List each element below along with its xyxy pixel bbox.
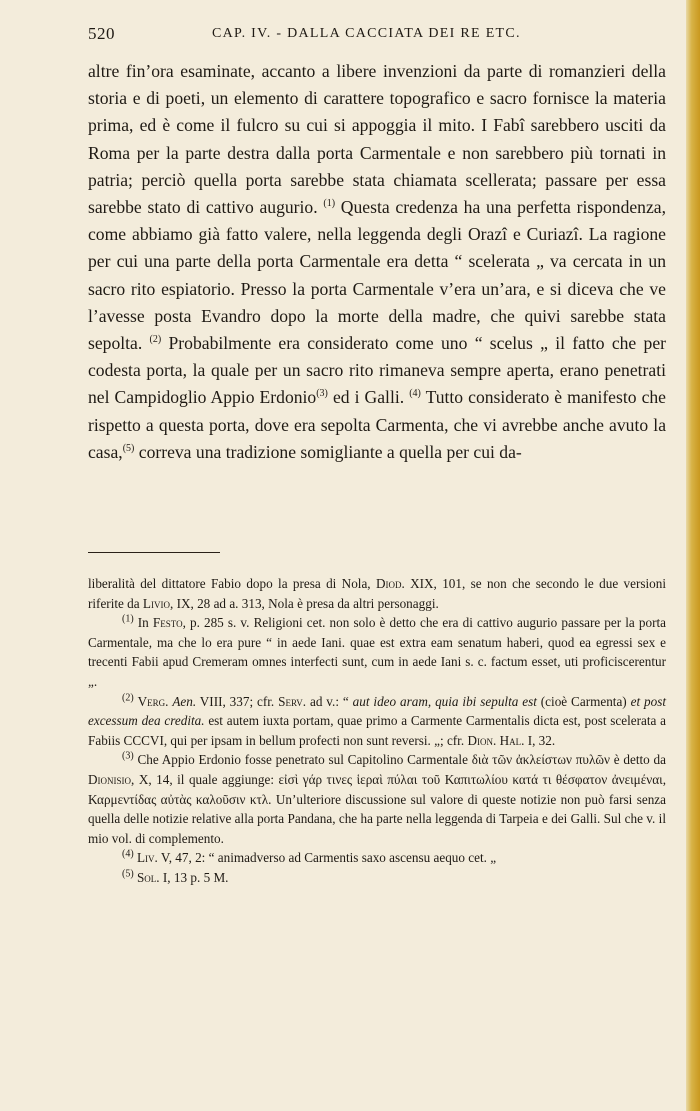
footnote-text: VIII, 337; cfr. <box>196 693 279 709</box>
footnote-5 <box>88 868 666 888</box>
work-title: Aen. <box>172 693 197 709</box>
footnote-text: est autem iuxta portam, quae primo a Carmente Carmentalis dicta est, post scelerata a Fabiis CCCVI, qui per ipsam in bellum profecti non sunt reversi. „; cfr. <box>88 713 666 748</box>
footnote-text: I, 13 p. 5 M. <box>159 869 229 885</box>
footnote-1 <box>88 613 666 691</box>
quoted-text: aut ideo aram, quia ibi sepulta est <box>352 693 537 709</box>
footnote-3 <box>88 750 666 848</box>
footnote-ref: (2) <box>149 334 162 346</box>
footnote-mark: (5) <box>122 868 134 880</box>
footnote-text: ad v.: “ <box>306 693 353 709</box>
footnote-text: , IX, 28 ad a. 313, Nola è presa da altri personaggi. <box>169 595 439 611</box>
body-text: altre fin’ora esaminate, accanto a libere invenzioni da parte di romanzieri della storia e di poeti, un elemento di carattere topografico e sacro fornisce la materia prima, ed è come il fulcro su cui si appoggia il mito. I Fabî sarebbero usciti da Roma per la parte destra dalla porta Carmentale e non sarebbero più tornati in patria; perciò quella porta sarebbe stata chiamata scellerata; passare per essa sarebbe stato di cattivo augurio. <box>88 61 666 218</box>
footnote-text: XIX, 101, se non che secondo le due versioni riferite da <box>88 576 666 611</box>
footnote-ref: (3) <box>316 388 328 400</box>
footnote-mark: (4) <box>122 848 134 860</box>
page-header <box>88 24 688 48</box>
quoted-text: et post excessum dea credita. <box>88 693 667 729</box>
footnote-text: , p. 285 s. v. Religioni cet. non solo è detto che era di cattivo augurio passare per la porta Carmentale, ma che lo era pure “ in aede Iani. quae est extra eam senatum haberi, quod ea egressi sex e trecenti Fabii apud Cremeram omnes interfecti sunt, cum in aede Iani s. c. factum esset, uti proficiscerentur „. <box>88 615 666 689</box>
footnote-2 <box>88 692 666 751</box>
footnotes <box>88 574 666 888</box>
author-name: Liv. <box>136 850 158 866</box>
footnote-mark: (3) <box>122 750 134 762</box>
author-name: Diod. <box>375 576 405 591</box>
footnote-text: , X, 14, il quale aggiunge: εἰσὶ γάρ τινες ἱεραὶ πύλαι τοῦ Καπιτωλίου κατά τι θέσφατον ἀνειμέναι, Καρμεντίδας αὐτὰς καλοῦσιν κτλ. Un’ulteriore discussione sul valore di queste notizie non può farsi senza quella delle notizie relative alla porta Pandana, che ha parte nella leggenda di Tarpeia e dei Galli. Sul che v. il mio vol. di complemento. <box>88 771 666 846</box>
footnote-ref: (1) <box>323 198 336 210</box>
body-text: Questa credenza ha una perfetta rispondenza, come abbiamo già fatto valere, nella leggenda degli Orazî e Curiazî. La ragione per cui una parte della porta Carmentale era detta “ scelerata „ va cercata in un sacro rito espiatorio. Presso la porta Carmentale v’era un’ara, e si diceva che ve l’avesse posta Evandro dopo la morte della madre, che quivi sarebbe stata sepolta. <box>88 197 666 354</box>
body-text: Probabilmente era considerato come uno “ scelus „ il fatto che per codesta porta, la quale per un sacro rito rimaneva sempre aperta, erano penetrati nel Campidoglio Appio Erdonio <box>88 333 666 408</box>
body-paragraph <box>88 58 666 466</box>
author-name: Sol. <box>136 869 160 885</box>
author-name: Dionisio <box>88 771 132 787</box>
author-name: Serv. <box>278 693 307 709</box>
footnote-text: V, 47, 2: “ animadverso ad Carmentis saxo ascensu aequo cet. „ <box>157 850 497 866</box>
footnote-continuation <box>88 574 666 613</box>
author-name: Livio <box>142 595 170 611</box>
footnote-4 <box>88 848 666 868</box>
footnote-mark: (1) <box>122 613 134 625</box>
footnote-text: In <box>133 615 153 631</box>
page-number: 520 <box>88 24 115 43</box>
body-text: ed i Galli. <box>327 387 405 408</box>
footnote-text: liberalità del dittatore Fabio dopo la presa di Nola, <box>88 576 376 591</box>
author-name: Festo <box>152 615 183 631</box>
footnote-text: Che Appio Erdonio fosse penetrato sul Capitolino Carmentale διὰ τῶν ἀκλείστων πυλῶν è detto da <box>133 752 666 768</box>
author-name: Dion. Hal. <box>467 732 525 748</box>
body-text: Tutto considerato è manifesto che rispetto a questa porta, dove era sepolta Carmenta, che vi avrebbe anche avuto la casa, <box>88 387 666 462</box>
footnote-ref: (4) <box>409 388 421 400</box>
footnote-separator <box>88 552 220 553</box>
page-edge-gilt <box>686 0 700 1111</box>
main-text <box>88 58 666 466</box>
author-name: Verg. <box>137 693 169 709</box>
running-title: CAP. IV. - DALLA CACCIATA DEI RE ETC. <box>212 26 521 41</box>
body-text: correva una tradizione somigliante a quella per cui da- <box>134 441 522 462</box>
footnote-text: (cioè Carmenta) <box>536 693 631 709</box>
footnote-mark: (2) <box>122 692 134 704</box>
footnote-text: I, 32. <box>524 732 556 748</box>
footnote-ref: (5) <box>122 442 135 454</box>
